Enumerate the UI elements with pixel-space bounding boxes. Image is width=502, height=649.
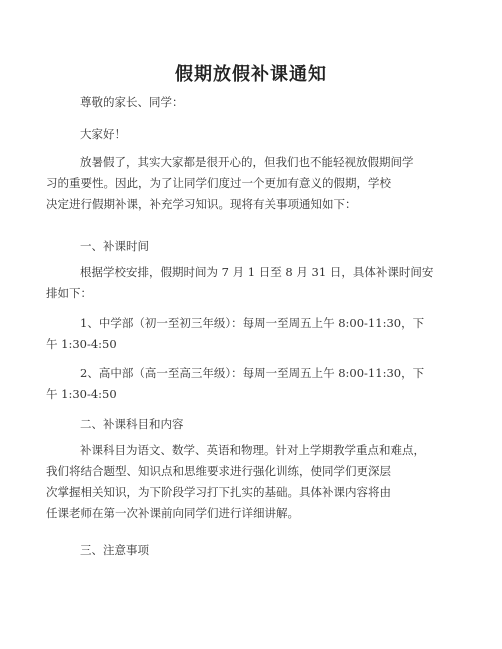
section1-body [46, 262, 463, 304]
section3-heading-text: 三、注意事项 [80, 543, 149, 557]
section1-body-line: 排如下： [46, 286, 92, 300]
section1-item2-line: 午 1:30-4:50 [46, 387, 117, 401]
section1-body-line: 根据学校安排，假期时间为 7 月 1 日至 8 月 31 日，具体补课时间安 [80, 265, 434, 279]
section1-heading-text: 一、补课时间 [80, 239, 149, 253]
hello-text: 大家好！ [80, 127, 126, 141]
document-title: 假期放假补课通知 [175, 64, 327, 85]
greeting-text: 尊敬的家长、同学： [80, 95, 184, 109]
section2-body-line: 补课科目为语文、数学、英语和物理。针对上学期教学重点和难点， [80, 443, 425, 457]
section2-body-line: 次掌握相关知识，为下阶段学习打下扎实的基础。具体补课内容将由 [46, 485, 391, 499]
section2-body-line: 我们将结合题型、知识点和思维要求进行强化训练，使同学们更深层 [46, 464, 391, 478]
section1-item2 [46, 363, 463, 405]
intro-line: 决定进行假期补课，补充学习知识。现将有关事项通知如下： [46, 197, 357, 211]
intro-line: 习的重要性。因此，为了让同学们度过一个更加有意义的假期，学校 [46, 176, 391, 190]
hello-paragraph [63, 124, 463, 145]
intro-paragraph [46, 152, 463, 215]
section1-item1-line: 1、中学部（初一至初三年级）：每周一至周五上午 8:00-11:30，下 [80, 316, 425, 330]
section2-body [46, 440, 463, 524]
section1-item2-line: 2、高中部（高一至高三年级）：每周一至周五上午 8:00-11:30，下 [80, 366, 425, 380]
section2-heading [63, 414, 463, 435]
section1-heading [63, 236, 463, 257]
greeting-paragraph [63, 92, 463, 113]
section2-heading-text: 二、补课科目和内容 [80, 417, 184, 431]
section1-item1 [46, 313, 463, 355]
section2-body-line: 任课老师在第一次补课前向同学们进行详细讲解。 [46, 506, 299, 520]
section3-heading [63, 540, 463, 561]
intro-line: 放暑假了，其实大家都是很开心的，但我们也不能轻视放假期间学 [80, 155, 414, 169]
section1-item1-line: 午 1:30-4:50 [46, 337, 117, 351]
